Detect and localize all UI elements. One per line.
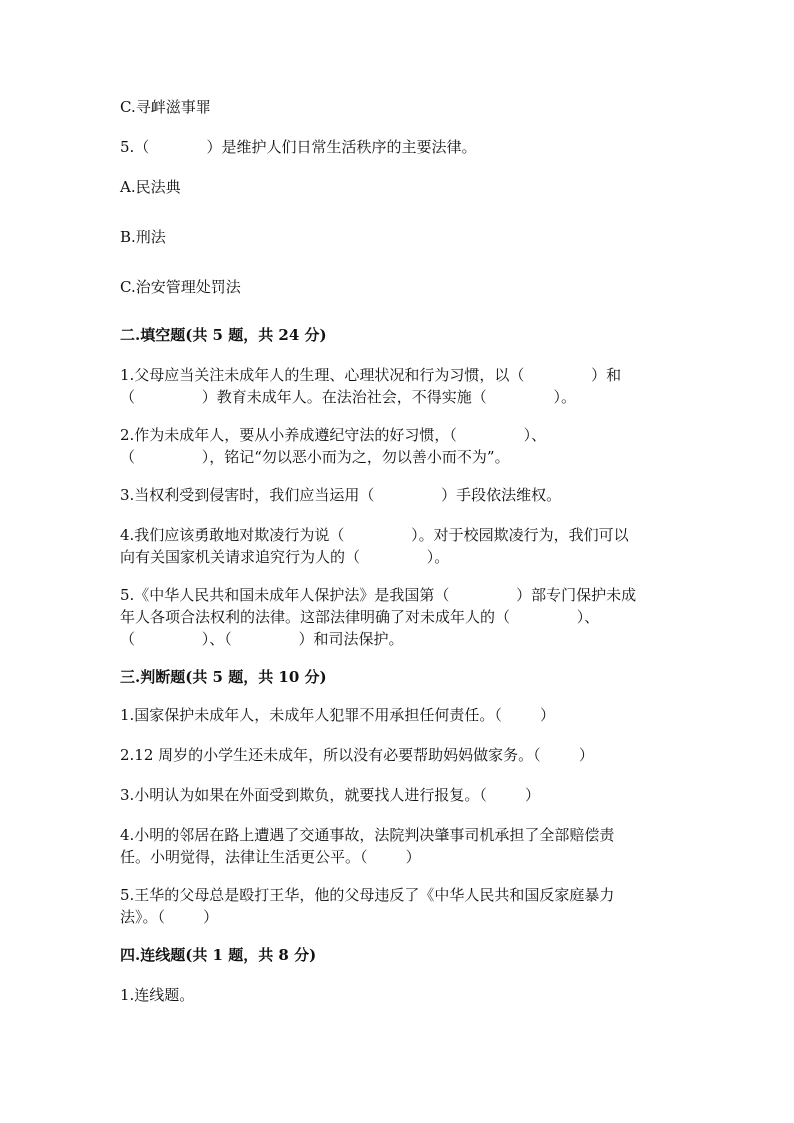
q5-option-c: C.治安管理处罚法 xyxy=(120,278,241,296)
matching-q1: 1.连线题。 xyxy=(120,986,195,1004)
q5-option-b: B.刑法 xyxy=(120,228,166,246)
tf-q5-line2: 法》。（ ） xyxy=(120,908,219,926)
tf-q1-line1: 1.国家保护未成年人，未成年人犯罪不用承担任何责任。（ ） xyxy=(120,706,555,724)
fill-q4-line1: 4.我们应该勇敢地对欺凌行为说（ ）。对于校园欺凌行为，我们可以 xyxy=(120,526,629,544)
fill-blank-section-title: 二.填空题(共 5 题，共 24 分) xyxy=(120,326,327,344)
q5-stem: 5.（ ）是维护人们日常生活秩序的主要法律。 xyxy=(120,138,477,156)
tf-q2-line1: 2.12 周岁的小学生还未成年，所以没有必要帮助妈妈做家务。（ ） xyxy=(120,746,594,764)
tf-q3-line1: 3.小明认为如果在外面受到欺负，就要找人进行报复。（ ） xyxy=(120,786,540,804)
tf-q4-line1: 4.小明的邻居在路上遭遇了交通事故，法院判决肇事司机承担了全部赔偿责 xyxy=(120,826,615,844)
matching-section-title: 四.连线题(共 1 题，共 8 分) xyxy=(120,946,317,964)
fill-q1-line2: （ ）教育未成年人。在法治社会，不得实施（ ）。 xyxy=(120,388,577,406)
fill-q3-line1: 3.当权利受到侵害时，我们应当运用（ ）手段依法维权。 xyxy=(120,486,562,504)
q5-option-a: A.民法典 xyxy=(120,178,181,196)
fill-q1-line1: 1.父母应当关注未成年人的生理、心理状况和行为习惯，以（ ）和 xyxy=(120,366,622,384)
q4-option-c: C.寻衅滋事罪 xyxy=(120,98,211,116)
fill-q5-line1: 5.《中华人民共和国未成年人保护法》是我国第（ ）部专门保护未成 xyxy=(120,586,637,604)
fill-q2-line2: （ ），铭记“勿以恶小而为之，勿以善小而不为”。 xyxy=(120,448,510,466)
tf-q4-line2: 任。小明觉得，法律让生活更公平。（ ） xyxy=(120,848,421,866)
fill-q5-line3: （ ）、（ ）和司法保护。 xyxy=(120,630,404,648)
fill-q4-line2: 向有关国家机关请求追究行为人的（ ）。 xyxy=(120,548,450,566)
fill-q5-line2: 年人各项合法权利的法律。这部法律明确了对未成年人的（ ）、 xyxy=(120,608,600,626)
tf-q5-line1: 5.王华的父母总是殴打王华，他的父母违反了《中华人民共和国反家庭暴力 xyxy=(120,886,615,904)
true-false-section-title: 三.判断题(共 5 题，共 10 分) xyxy=(120,668,327,686)
fill-q2-line1: 2.作为未成年人，要从小养成遵纪守法的好习惯，（ ）、 xyxy=(120,426,547,444)
